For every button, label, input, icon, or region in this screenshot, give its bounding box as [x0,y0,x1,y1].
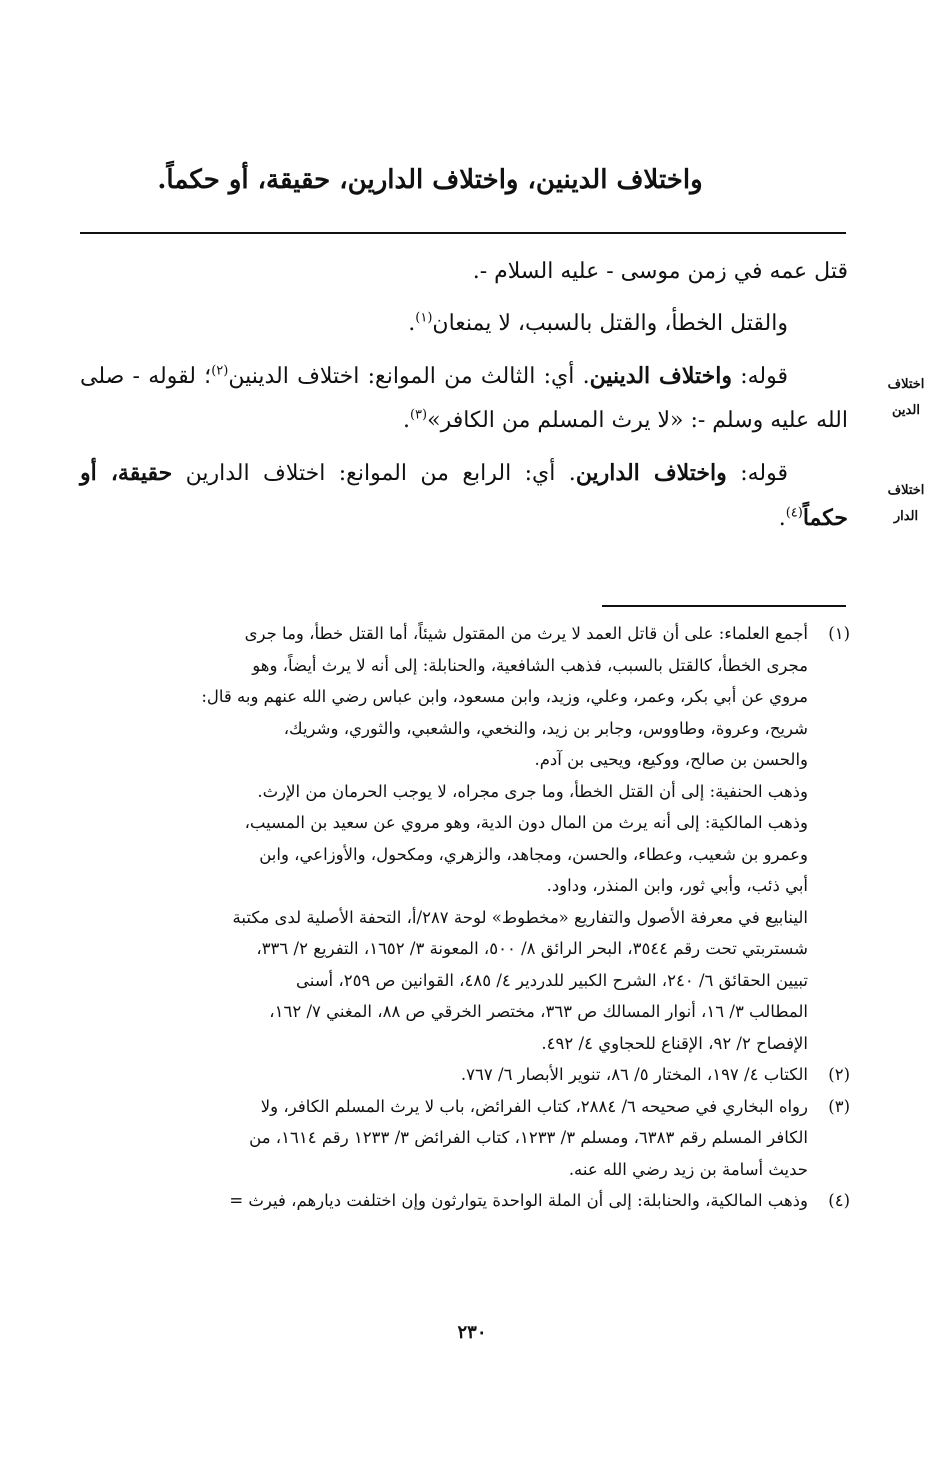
footnote-2 [80,1059,850,1091]
matn-quote: حقيقة، أو حكماً [80,460,848,531]
commentary-text: قتل عمه في زمن موسى - عليه السلام -. [472,259,848,284]
footnote-ref-2[interactable]: (٢) [211,363,229,379]
footnote-number: (٣) [828,1096,850,1116]
footnote-3 [80,1091,850,1186]
commentary-paragraph-3 [80,354,848,443]
footnotes-section [80,618,850,1217]
commentary-text: . [408,311,416,336]
commentary-text: . [778,506,786,531]
footnote-line: وذهب الحنفية: إلى أن القتل الخطأ، وما جرى مجراه، لا يوجب الحرمان من الإرث. [257,781,808,801]
footnote-line: شريح، وعروة، وطاووس، وجابر بن زيد، والنخعي، والشعبي، والثوري، وشريك، [283,718,808,738]
matn-text: واختلاف الدينين، واختلاف الدارين، حقيقة، أو حكماً. [157,165,703,195]
footnote-line: وذهب المالكية: إلى أنه يرث من المال دون الدية، وهو مروي عن سعيد بن المسيب، [244,813,808,832]
footnote-line: رواه البخاري في صحيحه ٦/ ٢٨٨٤، كتاب الفرائض، باب لا يرث المسلم الكافر، ولا [260,1096,808,1116]
commentary-text: . [402,408,410,433]
footnote-line: الينابيع في معرفة الأصول والتفاريع «مخطوط» لوحة ٢٨٧/أ، التحفة الأصلية لدى مكتبة [232,907,808,927]
footnote-1 [80,618,850,1059]
commentary-text: . أي: الثالث من الموانع: اختلاف الدينين [228,364,590,389]
footnote-line: الكتاب ٤/ ١٩٧، المختار ٥/ ٨٦، تنوير الأبصار ٦/ ٧٦٧. [460,1065,808,1084]
commentary-paragraph-1 [80,250,848,294]
footnote-line: مروي عن أبي بكر، وعمر، وعلي، وزيد، وابن مسعود، وابن عباس رضي الله عنهم وبه قال: [201,687,808,706]
footnote-line: شستربتي تحت رقم ٣٥٤٤، البحر الرائق ٨/ ٥٠٠، المعونة ٣/ ١٦٥٢، التفريع ٢/ ٣٣٦، [256,939,808,958]
footnote-line: أبي ذئب، وأبي ثور، وابن المنذر، وداود. [546,876,808,895]
matn-heading [80,160,780,200]
commentary-text: قوله: [726,461,788,486]
commentary-paragraph-4 [80,451,848,541]
footnote-ref-3[interactable]: (٣) [409,407,428,423]
margin-note-line: اختلاف [887,377,925,392]
footnote-line: المطالب ٣/ ١٦، أنوار المسالك ص ٣٦٣، مختصر الخرقي ص ٨٨، المغني ٧/ ١٦٢، [269,1002,808,1021]
commentary-body [80,250,848,549]
commentary-text: قوله: [731,364,789,389]
footnote-line: حديث أسامة بن زيد رضي الله عنه. [568,1159,808,1179]
margin-note-difference-religion [876,372,936,424]
commentary-text: . أي: الرابع من الموانع: اختلاف الدارين [172,461,576,486]
commentary-paragraph-2 [80,302,848,346]
matn-separator-rule [80,232,846,234]
margin-note-line: الدار [893,509,919,524]
footnote-line: الإفصاح ٢/ ٩٢، الإقناع للحجاوي ٤/ ٤٩٢. [541,1033,808,1053]
commentary-text: والقتل الخطأ، والقتل بالسبب، لا يمنعان [432,311,788,336]
footnote-ref-1[interactable]: (١) [415,310,433,326]
footnote-line: تبيين الحقائق ٦/ ٢٤٠، الشرح الكبير للدردير ٤/ ٤٨٥، القوانين ص ٢٥٩، أسنى [295,970,808,990]
margin-note-difference-abode [876,478,936,530]
page-number: ٢٣٠ [457,1322,487,1343]
matn-quote: واختلاف الدينين [589,363,732,389]
footnote-line: أجمع العلماء: على أن قاتل العمد لا يرث من المقتول شيئاً، أما القتل خطأ، وما جرى [244,624,808,643]
footnote-number: (١) [828,624,850,643]
footnote-line: وذهب المالكية، والحنابلة: إلى أن الملة الواحدة يتوارثون وإن اختلفت ديارهم، فيرث = [229,1191,808,1210]
footnote-separator-rule [602,605,846,607]
footnote-line: وعمرو بن شعيب، وعطاء، والحسن، ومجاهد، والزهري، ومكحول، والأوزاعي، وابن [259,844,808,864]
footnote-4 [80,1185,850,1217]
margin-note-line: الدين [892,403,920,418]
footnote-number: (٤) [828,1191,850,1210]
matn-quote: واختلاف الدارين [575,460,727,486]
footnote-line: مجرى الخطأ، كالقتل بالسبب، فذهب الشافعية، والحنابلة: إلى أنه لا يرث أيضاً، وهو [252,655,808,675]
footnote-line: والحسن بن صالح، ووكيع، ويحيى بن آدم. [534,750,808,769]
commentary-text: ؛ لقوله - صلى الله عليه وسلم -: «لا يرث المسلم من الكافر» [80,364,848,433]
footnote-ref-4[interactable]: (٤) [785,505,803,521]
margin-note-line: اختلاف [887,483,925,498]
footnote-number: (٢) [828,1065,850,1084]
footnote-line: الكافر المسلم رقم ٦٣٨٣، ومسلم ٣/ ١٢٣٣، كتاب الفرائض ٣/ ١٢٣٣ رقم ١٦١٤، من [249,1128,808,1147]
